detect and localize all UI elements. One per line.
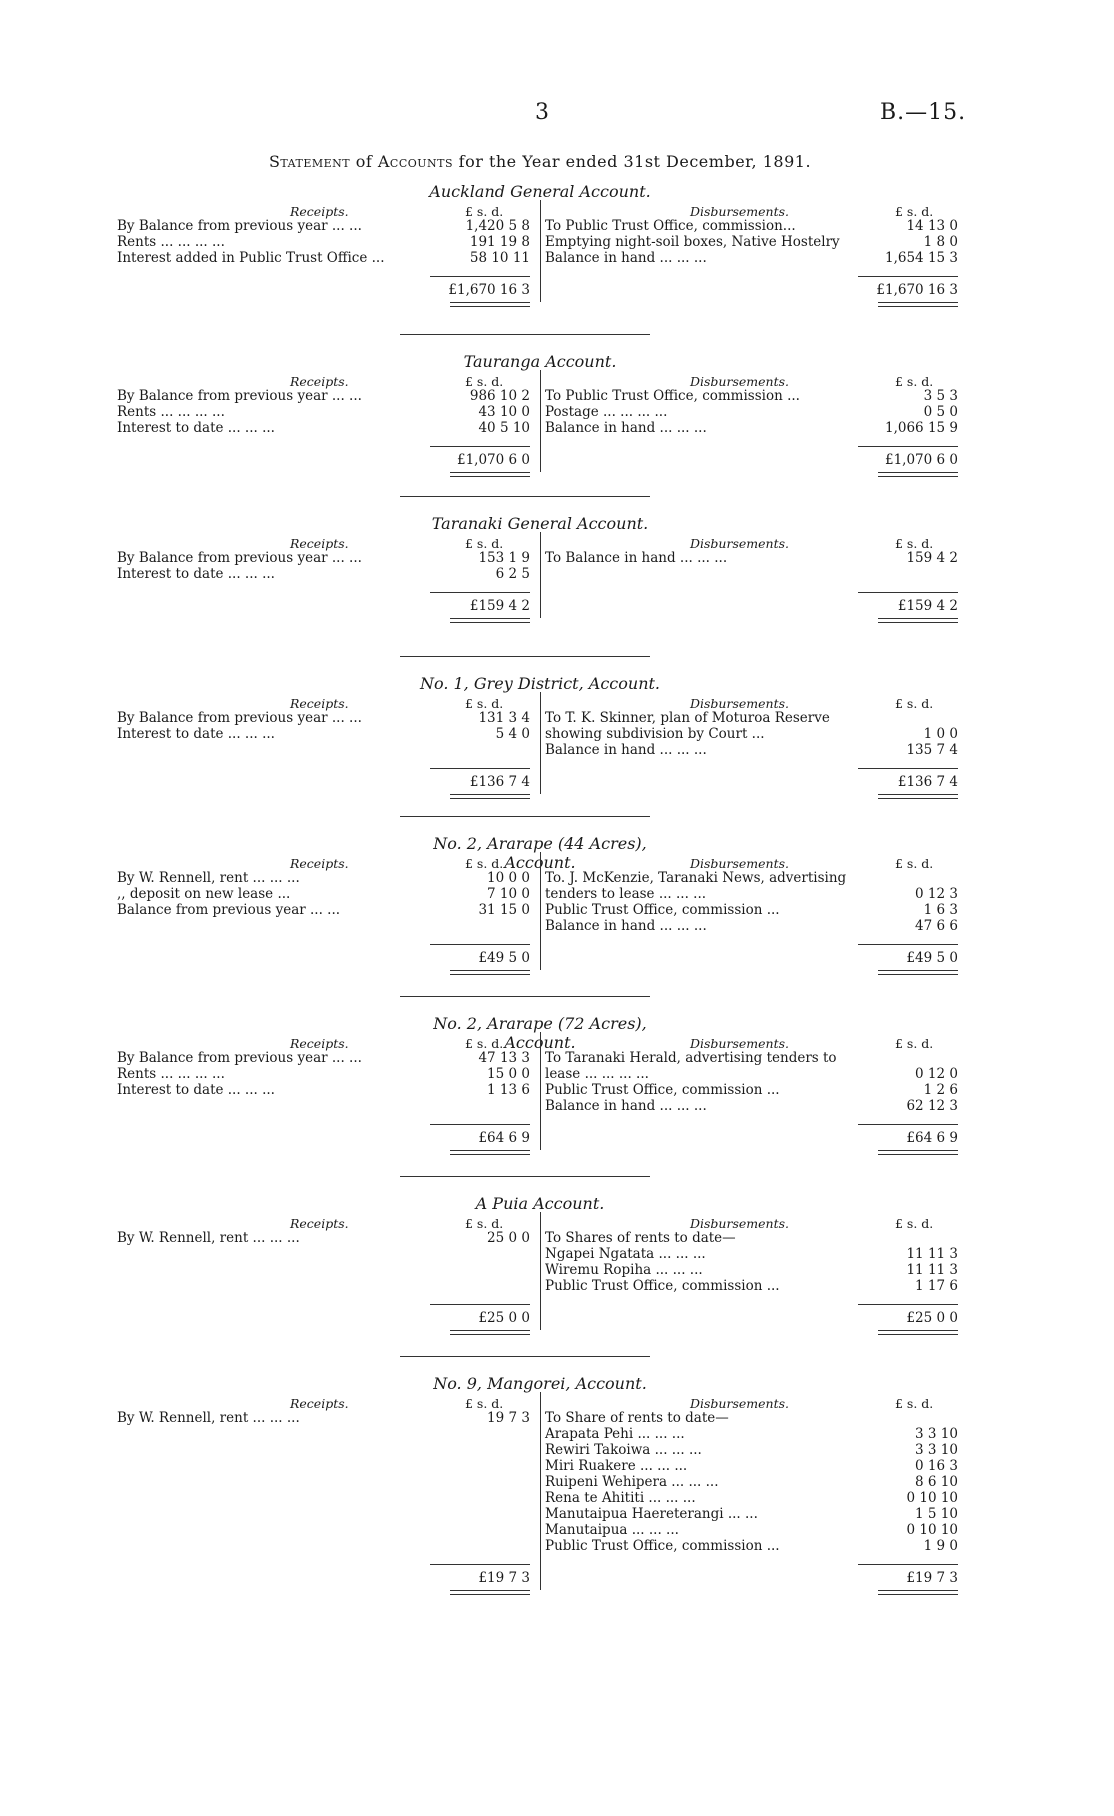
receipt-amount: 40 5 10 (478, 420, 530, 436)
receipt-label: By Balance from previous year ... ... (117, 550, 362, 566)
receipts-total: £1,070 6 0 (457, 452, 530, 468)
receipts-total: £1,670 16 3 (448, 282, 530, 298)
page-reference: B.—15. (880, 100, 967, 125)
page-title (0, 152, 1080, 171)
disbursement-label: Public Trust Office, commission ... (545, 1538, 780, 1554)
receipts-rule (430, 1564, 530, 1565)
receipt-label: Balance from previous year ... ... (117, 902, 341, 918)
disbursement-label: To Public Trust Office, commission ... (545, 388, 800, 404)
receipt-label: By W. Rennell, rent ... ... ... (117, 870, 300, 886)
receipts-lsd-heading: £ s. d. (465, 1396, 504, 1411)
receipts-heading: Receipts. (290, 1036, 349, 1051)
title-accounts: Accounts (377, 152, 454, 171)
receipt-amount: 153 1 9 (478, 550, 530, 566)
receipts-rule (430, 944, 530, 945)
disbursement-label: To Taranaki Herald, advertising tenders to (545, 1050, 837, 1066)
disb-double-rule (878, 1330, 958, 1335)
title-rest: for the Year ended 31st December, 1891. (458, 152, 812, 171)
receipts-heading: Receipts. (290, 696, 349, 711)
receipt-amount: 43 10 0 (478, 404, 530, 420)
receipt-amount: 7 10 0 (487, 886, 530, 902)
disbursement-label: lease ... ... ... ... (545, 1066, 649, 1082)
disb-lsd-heading: £ s. d. (895, 1216, 934, 1231)
disbursements-heading: Disbursements. (690, 696, 789, 711)
disbursements-heading: Disbursements. (690, 536, 789, 551)
receipt-label: By Balance from previous year ... ... (117, 710, 362, 726)
disb-double-rule (878, 970, 958, 975)
disbursement-label: To T. K. Skinner, plan of Moturoa Reserve (545, 710, 830, 726)
disb-rule (858, 1564, 958, 1565)
column-divider (540, 370, 541, 472)
disb-rule (858, 592, 958, 593)
column-divider (540, 1392, 541, 1590)
receipts-rule (430, 446, 530, 447)
disbursement-label: Balance in hand ... ... ... (545, 420, 707, 436)
disbursement-amount: 3 3 10 (915, 1442, 958, 1458)
disb-double-rule (878, 618, 958, 623)
disb-rule (858, 944, 958, 945)
receipts-double-rule (450, 618, 530, 623)
receipt-amount: 25 0 0 (487, 1230, 530, 1246)
disb-double-rule (878, 794, 958, 799)
disb-rule (858, 768, 958, 769)
disb-total: £25 0 0 (906, 1310, 958, 1326)
receipt-label: Rents ... ... ... ... (117, 1066, 225, 1082)
receipt-label: By Balance from previous year ... ... (117, 1050, 362, 1066)
disbursements-heading: Disbursements. (690, 1216, 789, 1231)
receipt-label: Interest to date ... ... ... (117, 726, 275, 742)
account-title: Auckland General Account. (429, 182, 651, 201)
receipts-heading: Receipts. (290, 536, 349, 551)
disbursement-label: Balance in hand ... ... ... (545, 250, 707, 266)
disbursement-label: Public Trust Office, commission ... (545, 902, 780, 918)
account-section (0, 822, 1114, 992)
disb-total: £1,070 6 0 (885, 452, 958, 468)
disbursement-label: Manutaipua Haereterangi ... ... (545, 1506, 758, 1522)
disbursement-amount (858, 1050, 958, 1066)
receipt-label: Interest to date ... ... ... (117, 1082, 275, 1098)
receipts-lsd-heading: £ s. d. (465, 1216, 504, 1231)
column-divider (540, 692, 541, 794)
receipt-label: Interest to date ... ... ... (117, 566, 275, 582)
receipt-label: By Balance from previous year ... ... (117, 218, 362, 234)
receipts-total: £159 4 2 (469, 598, 530, 614)
section-separator (400, 334, 650, 335)
disb-lsd-heading: £ s. d. (895, 1396, 934, 1411)
column-divider (540, 1212, 541, 1330)
disbursement-label: Wiremu Ropiha ... ... ... (545, 1262, 703, 1278)
disb-lsd-heading: £ s. d. (895, 1036, 934, 1051)
disb-double-rule (878, 302, 958, 307)
receipt-amount: 10 0 0 (487, 870, 530, 886)
disbursement-amount: 1 5 10 (915, 1506, 958, 1522)
account-section (0, 662, 1114, 832)
disbursement-amount: 135 7 4 (906, 742, 958, 758)
receipts-double-rule (450, 1150, 530, 1155)
disbursement-amount: 62 12 3 (906, 1098, 958, 1114)
receipts-double-rule (450, 1330, 530, 1335)
disbursement-amount (858, 710, 958, 726)
disbursement-label: tenders to lease ... ... ... (545, 886, 707, 902)
column-divider (540, 532, 541, 618)
disbursements-heading: Disbursements. (690, 374, 789, 389)
disb-total: £159 4 2 (897, 598, 958, 614)
disb-lsd-heading: £ s. d. (895, 856, 934, 871)
receipt-amount: 986 10 2 (469, 388, 530, 404)
disbursement-amount: 1 2 6 (923, 1082, 958, 1098)
section-separator (400, 996, 650, 997)
disbursement-label: To. J. McKenzie, Taranaki News, advertising (545, 870, 847, 886)
disbursement-amount: 8 6 10 (915, 1474, 958, 1490)
disbursements-heading: Disbursements. (690, 1036, 789, 1051)
disb-double-rule (878, 472, 958, 477)
receipt-label: By W. Rennell, rent ... ... ... (117, 1410, 300, 1426)
disbursement-label: To Shares of rents to date— (545, 1230, 736, 1246)
disbursement-amount: 11 11 3 (906, 1262, 958, 1278)
section-separator (400, 656, 650, 657)
disbursement-amount: 0 5 0 (923, 404, 958, 420)
account-section (0, 1182, 1114, 1352)
receipt-amount: 6 2 5 (495, 566, 530, 582)
receipts-rule (430, 1124, 530, 1125)
section-separator (400, 1356, 650, 1357)
disbursement-amount: 47 6 6 (915, 918, 958, 934)
disbursement-label: To Share of rents to date— (545, 1410, 729, 1426)
disbursement-amount (858, 870, 958, 886)
disbursement-label: Public Trust Office, commission ... (545, 1082, 780, 1098)
disbursements-heading: Disbursements. (690, 1396, 789, 1411)
account-title: No. 2, Ararape (72 Acres), Account. (433, 1014, 647, 1052)
disbursement-amount: 14 13 0 (906, 218, 958, 234)
receipts-total: £25 0 0 (478, 1310, 530, 1326)
receipt-label: Interest added in Public Trust Office ... (117, 250, 385, 266)
receipts-lsd-heading: £ s. d. (465, 536, 504, 551)
receipt-label: By Balance from previous year ... ... (117, 388, 362, 404)
receipt-amount: 191 19 8 (469, 234, 530, 250)
disb-lsd-heading: £ s. d. (895, 204, 934, 219)
disbursements-heading: Disbursements. (690, 204, 789, 219)
disb-total: £136 7 4 (897, 774, 958, 790)
receipt-label: Rents ... ... ... ... (117, 234, 225, 250)
receipt-amount: 19 7 3 (487, 1410, 530, 1426)
receipts-lsd-heading: £ s. d. (465, 204, 504, 219)
disbursement-amount: 1,066 15 9 (885, 420, 958, 436)
disbursement-label: Rewiri Takoiwa ... ... ... (545, 1442, 702, 1458)
receipts-heading: Receipts. (290, 1396, 349, 1411)
receipts-total: £136 7 4 (469, 774, 530, 790)
account-title: No. 1, Grey District, Account. (419, 674, 661, 693)
disbursement-label: Ruipeni Wehipera ... ... ... (545, 1474, 719, 1490)
disbursement-amount (858, 1230, 958, 1246)
receipts-lsd-heading: £ s. d. (465, 856, 504, 871)
disbursement-label: Balance in hand ... ... ... (545, 742, 707, 758)
disbursement-amount: 1 8 0 (923, 234, 958, 250)
receipts-rule (430, 1304, 530, 1305)
account-section (0, 1002, 1114, 1172)
receipts-rule (430, 592, 530, 593)
disbursement-label: showing subdivision by Court ... (545, 726, 765, 742)
receipt-amount: 131 3 4 (478, 710, 530, 726)
receipt-amount: 1,420 5 8 (465, 218, 530, 234)
disbursement-label: Postage ... ... ... ... (545, 404, 668, 420)
disbursement-amount: 0 10 10 (906, 1490, 958, 1506)
disbursement-amount: 0 12 3 (915, 886, 958, 902)
receipt-amount: 47 13 3 (478, 1050, 530, 1066)
column-divider (540, 1032, 541, 1150)
disbursement-label: Manutaipua ... ... ... (545, 1522, 679, 1538)
receipt-label: Rents ... ... ... ... (117, 404, 225, 420)
section-separator (400, 816, 650, 817)
disb-total: £1,670 16 3 (876, 282, 958, 298)
disbursement-label: Balance in hand ... ... ... (545, 1098, 707, 1114)
receipts-double-rule (450, 472, 530, 477)
disbursement-amount: 1 17 6 (915, 1278, 958, 1294)
receipts-heading: Receipts. (290, 204, 349, 219)
disb-lsd-heading: £ s. d. (895, 696, 934, 711)
section-separator (400, 496, 650, 497)
disbursement-label: To Public Trust Office, commission... (545, 218, 796, 234)
disbursements-heading: Disbursements. (690, 856, 789, 871)
disb-rule (858, 1124, 958, 1125)
disbursement-label: Public Trust Office, commission ... (545, 1278, 780, 1294)
account-section (0, 502, 1114, 672)
disbursement-label: To Balance in hand ... ... ... (545, 550, 728, 566)
receipt-amount: 15 0 0 (487, 1066, 530, 1082)
disbursement-amount: 0 10 10 (906, 1522, 958, 1538)
receipts-total: £64 6 9 (478, 1130, 530, 1146)
page-number: 3 (535, 100, 549, 125)
column-divider (540, 200, 541, 302)
disbursement-amount: 1 0 0 (923, 726, 958, 742)
account-section (0, 182, 1114, 352)
disbursement-label: Balance in hand ... ... ... (545, 918, 707, 934)
receipts-lsd-heading: £ s. d. (465, 1036, 504, 1051)
disb-rule (858, 276, 958, 277)
disbursement-amount: 0 12 0 (915, 1066, 958, 1082)
receipts-double-rule (450, 1590, 530, 1595)
disbursement-amount: 3 3 10 (915, 1426, 958, 1442)
disbursement-label: Rena te Ahititi ... ... ... (545, 1490, 696, 1506)
disb-lsd-heading: £ s. d. (895, 374, 934, 389)
disbursement-label: Arapata Pehi ... ... ... (545, 1426, 685, 1442)
receipts-rule (430, 768, 530, 769)
disbursement-amount: 159 4 2 (906, 550, 958, 566)
receipt-amount: 58 10 11 (469, 250, 530, 266)
disb-double-rule (878, 1150, 958, 1155)
account-title: Taranaki General Account. (431, 514, 649, 533)
receipt-amount: 5 4 0 (495, 726, 530, 742)
receipts-rule (430, 276, 530, 277)
receipts-double-rule (450, 794, 530, 799)
disb-rule (858, 1304, 958, 1305)
disbursement-amount: 3 5 3 (923, 388, 958, 404)
receipts-lsd-heading: £ s. d. (465, 374, 504, 389)
column-divider (540, 852, 541, 970)
disbursement-amount: 11 11 3 (906, 1246, 958, 1262)
account-title: Tauranga Account. (463, 352, 617, 371)
receipts-double-rule (450, 970, 530, 975)
title-prefix: Statement (268, 152, 351, 171)
disbursement-label: Ngapei Ngatata ... ... ... (545, 1246, 706, 1262)
disbursement-amount: 1 9 0 (923, 1538, 958, 1554)
receipts-heading: Receipts. (290, 374, 349, 389)
account-title: No. 2, Ararape (44 Acres), Account. (433, 834, 647, 872)
receipt-label: ,, deposit on new lease ... (117, 886, 291, 902)
disb-total: £49 5 0 (906, 950, 958, 966)
receipts-lsd-heading: £ s. d. (465, 696, 504, 711)
disb-total: £64 6 9 (906, 1130, 958, 1146)
account-section (0, 340, 1114, 510)
disbursement-amount (858, 1410, 958, 1426)
disbursement-amount: 0 16 3 (915, 1458, 958, 1474)
receipts-total: £49 5 0 (478, 950, 530, 966)
title-of: of (355, 152, 373, 171)
disbursement-amount: 1,654 15 3 (885, 250, 958, 266)
receipt-label: By W. Rennell, rent ... ... ... (117, 1230, 300, 1246)
disb-lsd-heading: £ s. d. (895, 536, 934, 551)
disb-double-rule (878, 1590, 958, 1595)
receipt-amount: 1 13 6 (487, 1082, 530, 1098)
receipts-heading: Receipts. (290, 1216, 349, 1231)
account-section (0, 1362, 1114, 1586)
receipts-double-rule (450, 302, 530, 307)
receipts-total: £19 7 3 (478, 1570, 530, 1586)
receipt-label: Interest to date ... ... ... (117, 420, 275, 436)
account-title: A Puia Account. (475, 1194, 605, 1213)
disb-rule (858, 446, 958, 447)
receipts-heading: Receipts. (290, 856, 349, 871)
disb-total: £19 7 3 (906, 1570, 958, 1586)
section-separator (400, 1176, 650, 1177)
disbursement-label: Emptying night-soil boxes, Native Hostelry (545, 234, 840, 250)
receipt-amount: 31 15 0 (478, 902, 530, 918)
disbursement-label: Miri Ruakere ... ... ... (545, 1458, 688, 1474)
account-title: No. 9, Mangorei, Account. (433, 1374, 647, 1393)
disbursement-amount: 1 6 3 (923, 902, 958, 918)
